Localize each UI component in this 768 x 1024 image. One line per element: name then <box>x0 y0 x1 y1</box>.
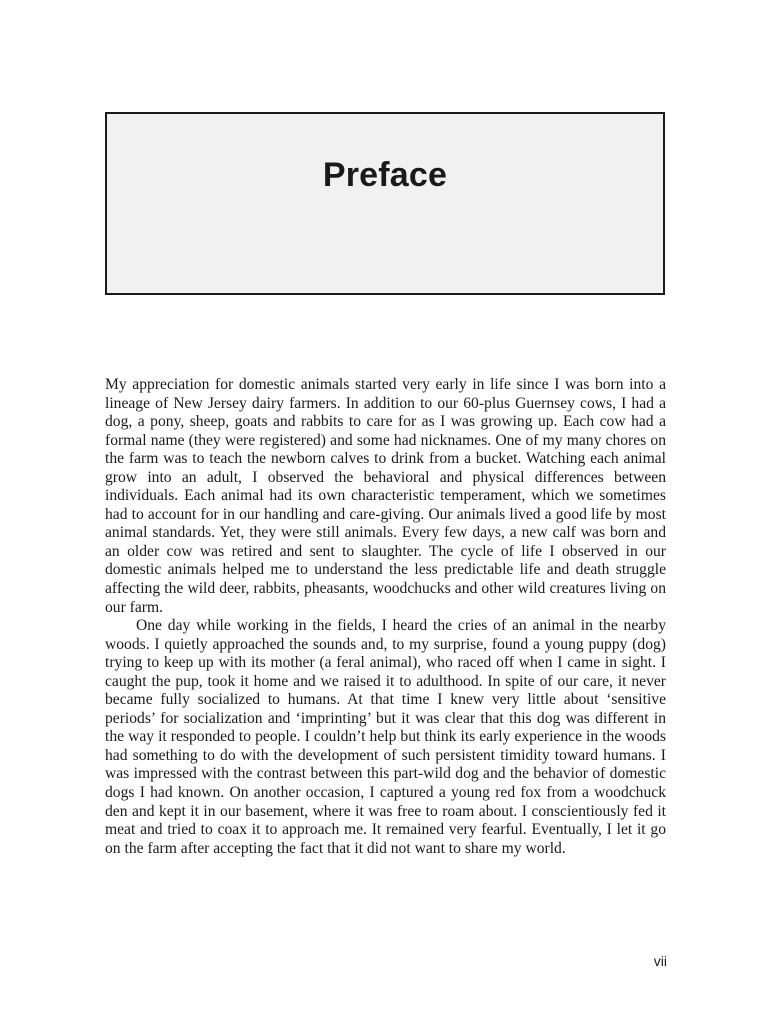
preface-body <box>105 376 666 858</box>
paragraph: My appreciation for domestic animals started very early in life since I was born into a lineage of New Jersey dairy farmers. In addition to our 60-plus Guernsey cows, I had a dog, a pony, sheep, goats and rabbits to care for as I was growing up. Each cow had a formal name (they were registered) and some had nicknames. One of my many chores on the farm was to teach the newborn calves to drink from a bucket. Watching each animal grow into an adult, I observed the behavioral and physical differences between individuals. Each animal had its own characteristic temperament, which we sometimes had to account for in our handling and care-giving. Our animals lived a good life by most animal standards. Yet, they were still animals. Every few days, a new calf was born and an older cow was retired and sent to slaughter. The cycle of life I observed in our domestic animals helped me to understand the less predictable life and death struggle affecting the wild deer, rabbits, pheasants, woodchucks and other wild creatures living on our farm. <box>105 376 666 616</box>
chapter-title: Preface <box>322 156 448 194</box>
chapter-title-box <box>105 112 665 295</box>
page-number: vii <box>653 953 667 969</box>
paragraph: One day while working in the fields, I heard the cries of an animal in the nearby woods. I quietly approached the sounds and, to my surprise, found a young puppy (dog) trying to keep up with its mother (a feral animal), who raced off when I came in sight. I caught the pup, took it home and we raised it to adulthood. In spite of our care, it never became fully socialized to humans. At that time I knew very little about ‘sensitive periods’ for socialization and ‘imprinting’ but it was clear that this dog was different in the way it responded to people. I couldn’t help but think its early experience in the woods had something to do with the development of such persistent timidity toward humans. I was impressed with the contrast between this part-wild dog and the behavior of domestic dogs I had known. On another occasion, I captured a young red fox from a woodchuck den and kept it in our basement, where it was free to roam about. I conscientiously fed it meat and tried to coax it to approach me. It remained very fearful. Eventually, I let it go on the farm after accepting the fact that it did not want to share my world. <box>105 617 666 857</box>
